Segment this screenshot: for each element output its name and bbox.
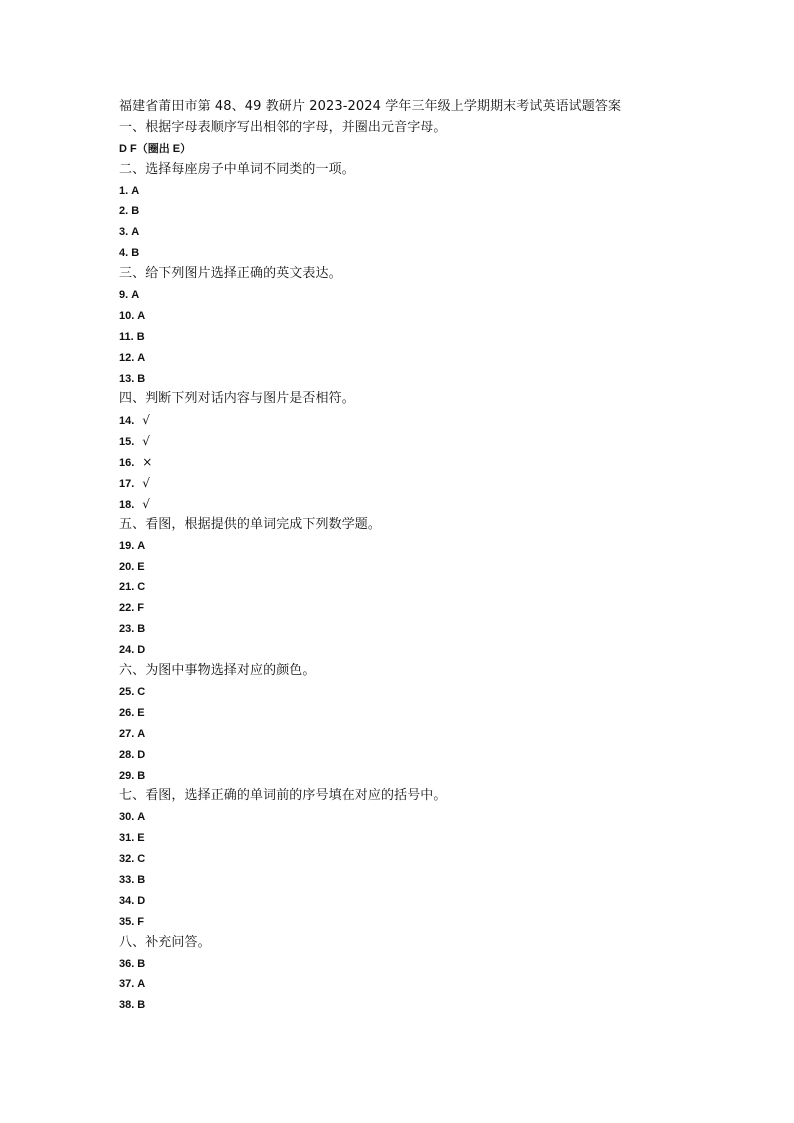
answer-choice: D (137, 748, 146, 761)
answer-line (119, 181, 759, 202)
judgement-mark: × (142, 455, 153, 470)
question-number: 27. (119, 727, 135, 740)
answer-line (119, 494, 759, 515)
question-number: 15. (119, 436, 135, 449)
section-heading: 七、看图，选择正确的单词前的序号填在对应的括号中。 (119, 788, 447, 804)
answer-choice: C (137, 685, 146, 698)
answer-line (119, 557, 759, 578)
answer-choice: B (137, 873, 146, 886)
question-number: 26. (119, 706, 135, 719)
question-number: 14. (119, 415, 135, 428)
answer-choice: C (137, 853, 146, 866)
question-number: 4. (119, 247, 129, 260)
answer-line (119, 431, 759, 452)
section-heading: 八、补充问答。 (119, 934, 211, 950)
answer-line (119, 995, 759, 1016)
question-number: 35. (119, 915, 135, 928)
question-number: 12. (119, 351, 135, 364)
question-number: 23. (119, 623, 135, 636)
question-number: 13. (119, 372, 135, 385)
question-number: 1. (119, 184, 129, 197)
answer-line (119, 577, 759, 598)
answer-line (119, 703, 759, 724)
answer-choice: B (137, 769, 146, 782)
answer-line (119, 306, 759, 327)
question-number: 37. (119, 978, 135, 991)
question-number: 33. (119, 873, 135, 886)
question-number: 17. (119, 478, 135, 491)
section-heading: 一、根据字母表顺序写出相邻的字母，并圈出元音字母。 (119, 119, 447, 135)
answer-line (119, 369, 759, 390)
answer-choice: E (137, 560, 145, 573)
answer-choice: A (137, 351, 146, 364)
answer-line (119, 473, 759, 494)
question-number: 30. (119, 811, 135, 824)
judgement-mark: √ (142, 413, 150, 428)
question-number: 2. (119, 205, 129, 218)
answer-line (119, 598, 759, 619)
answer-line (119, 891, 759, 912)
answer-choice: A (137, 811, 146, 824)
question-number: 25. (119, 685, 135, 698)
question-number: 18. (119, 498, 135, 511)
answer-choice: A (137, 727, 146, 740)
answer-line (119, 222, 759, 243)
answer-text: D F（圈出 E） (119, 142, 192, 155)
answer-choice: B (131, 205, 140, 218)
answer-line (119, 682, 759, 703)
answer-line (119, 974, 759, 995)
answer-choice: A (137, 309, 146, 322)
answer-line (119, 766, 759, 787)
judgement-mark: √ (142, 476, 150, 491)
answer-line (119, 348, 759, 369)
question-number: 31. (119, 832, 135, 845)
answer-line (119, 410, 759, 431)
answer-line (119, 954, 759, 975)
question-number: 10. (119, 309, 135, 322)
section-heading: 六、为图中事物选择对应的颜色。 (119, 663, 316, 679)
section-heading: 五、看图，根据提供的单词完成下列数学题。 (119, 516, 382, 532)
answer-line (119, 640, 759, 661)
answer-line (119, 619, 759, 640)
question-number: 3. (119, 226, 129, 239)
answer-line (119, 807, 759, 828)
question-number: 16. (119, 457, 135, 470)
answer-choice: A (131, 226, 140, 239)
section-heading: 二、选择每座房子中单词不同类的一项。 (119, 161, 355, 177)
answer-line (119, 536, 759, 557)
answer-choice: B (131, 247, 140, 260)
answer-choice: B (137, 372, 146, 385)
answer-choice: F (137, 602, 145, 615)
section-heading: 三、给下列图片选择正确的英文表达。 (119, 266, 342, 282)
answer-line (119, 327, 759, 348)
answer-choice: B (137, 957, 146, 970)
answer-choice: B (137, 999, 146, 1012)
answer-choice: A (137, 539, 146, 552)
question-number: 28. (119, 748, 135, 761)
answer-sheet-page (119, 97, 759, 1016)
answer-line (119, 243, 759, 264)
question-number: 29. (119, 769, 135, 782)
answer-choice: E (137, 832, 145, 845)
question-number: 20. (119, 560, 135, 573)
answer-line (119, 139, 759, 160)
answer-choice: A (131, 289, 140, 302)
answer-choice: F (137, 915, 145, 928)
answer-choice: C (137, 581, 146, 594)
question-number: 19. (119, 539, 135, 552)
question-number: 34. (119, 894, 135, 907)
answer-choice: B (137, 623, 146, 636)
question-number: 9. (119, 289, 129, 302)
section-heading: 四、判断下列对话内容与图片是否相符。 (119, 391, 355, 407)
question-number: 32. (119, 853, 135, 866)
judgement-mark: √ (142, 496, 150, 511)
document-title: 福建省莆田市第 48、49 教研片 2023-2024 学年三年级上学期期末考试英语试题答案 (119, 99, 622, 114)
answer-choice: D (137, 894, 146, 907)
answer-line (119, 849, 759, 870)
judgement-mark: √ (142, 434, 150, 449)
question-number: 22. (119, 602, 135, 615)
answer-line (119, 452, 759, 473)
question-number: 24. (119, 644, 135, 657)
answer-choice: A (131, 184, 140, 197)
answer-line (119, 870, 759, 891)
question-number: 38. (119, 999, 135, 1012)
question-number: 11. (119, 330, 134, 343)
answer-line (119, 724, 759, 745)
answer-line (119, 912, 759, 933)
question-number: 36. (119, 957, 135, 970)
answer-choice: D (137, 644, 146, 657)
answer-choice: E (137, 706, 145, 719)
answer-choice: A (137, 978, 146, 991)
answer-line (119, 285, 759, 306)
answer-sections (119, 118, 759, 1016)
answer-choice: B (136, 330, 145, 343)
answer-line (119, 828, 759, 849)
answer-line (119, 745, 759, 766)
answer-line (119, 201, 759, 222)
question-number: 21. (119, 581, 135, 594)
